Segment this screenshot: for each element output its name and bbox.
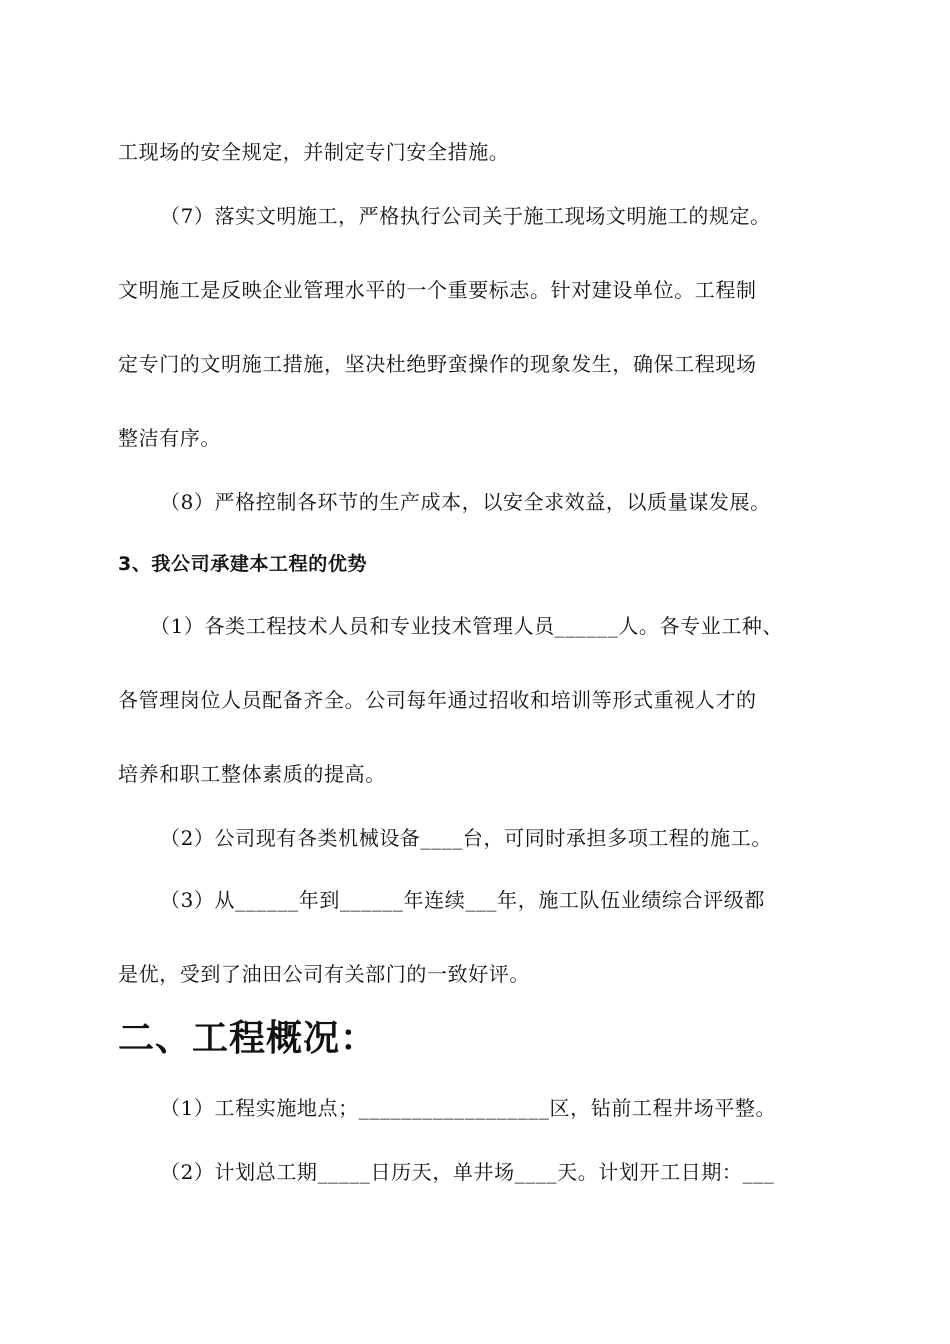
- paragraph-line: 定专门的文明施工措施，坚决杜绝野蛮操作的现象发生，确保工程现场: [118, 352, 757, 376]
- paragraph-line: 是优，受到了油田公司有关部门的一致好评。: [118, 962, 530, 986]
- section-title: 3、我公司承建本工程的优势: [118, 553, 368, 575]
- chapter-heading: 二、工程概况：: [118, 1018, 378, 1059]
- paragraph-line: （2）公司现有各类机械设备____台，可同时承担多项工程的施工。: [160, 826, 772, 850]
- paragraph-line: （7）落实文明施工，严格执行公司关于施工现场文明施工的规定。: [160, 204, 771, 228]
- paragraph-line: （1）各类工程技术人员和专业技术管理人员______人。各专业工种、: [150, 614, 784, 638]
- paragraph-line: 培养和职工整体素质的提高。: [118, 762, 386, 786]
- paragraph-line: （2）计划总工期_____日历天，单井场____天。计划开工日期：___: [160, 1160, 775, 1184]
- paragraph-line: （3）从______年到______年连续___年，施工队伍业绩综合评级都: [160, 888, 765, 912]
- paragraph-line: 工现场的安全规定，并制定专门安全措施。: [118, 140, 510, 164]
- paragraph-line: 各管理岗位人员配备齐全。公司每年通过招收和培训等形式重视人才的: [118, 688, 757, 712]
- paragraph-line: （8）严格控制各环节的生产成本，以安全求效益，以质量谋发展。: [160, 490, 771, 514]
- paragraph-line: （1）工程实施地点；__________________区，钻前工程井场平整。: [160, 1096, 777, 1120]
- paragraph-line: 整洁有序。: [118, 426, 221, 450]
- paragraph-line: 文明施工是反映企业管理水平的一个重要标志。针对建设单位。工程制: [118, 278, 757, 302]
